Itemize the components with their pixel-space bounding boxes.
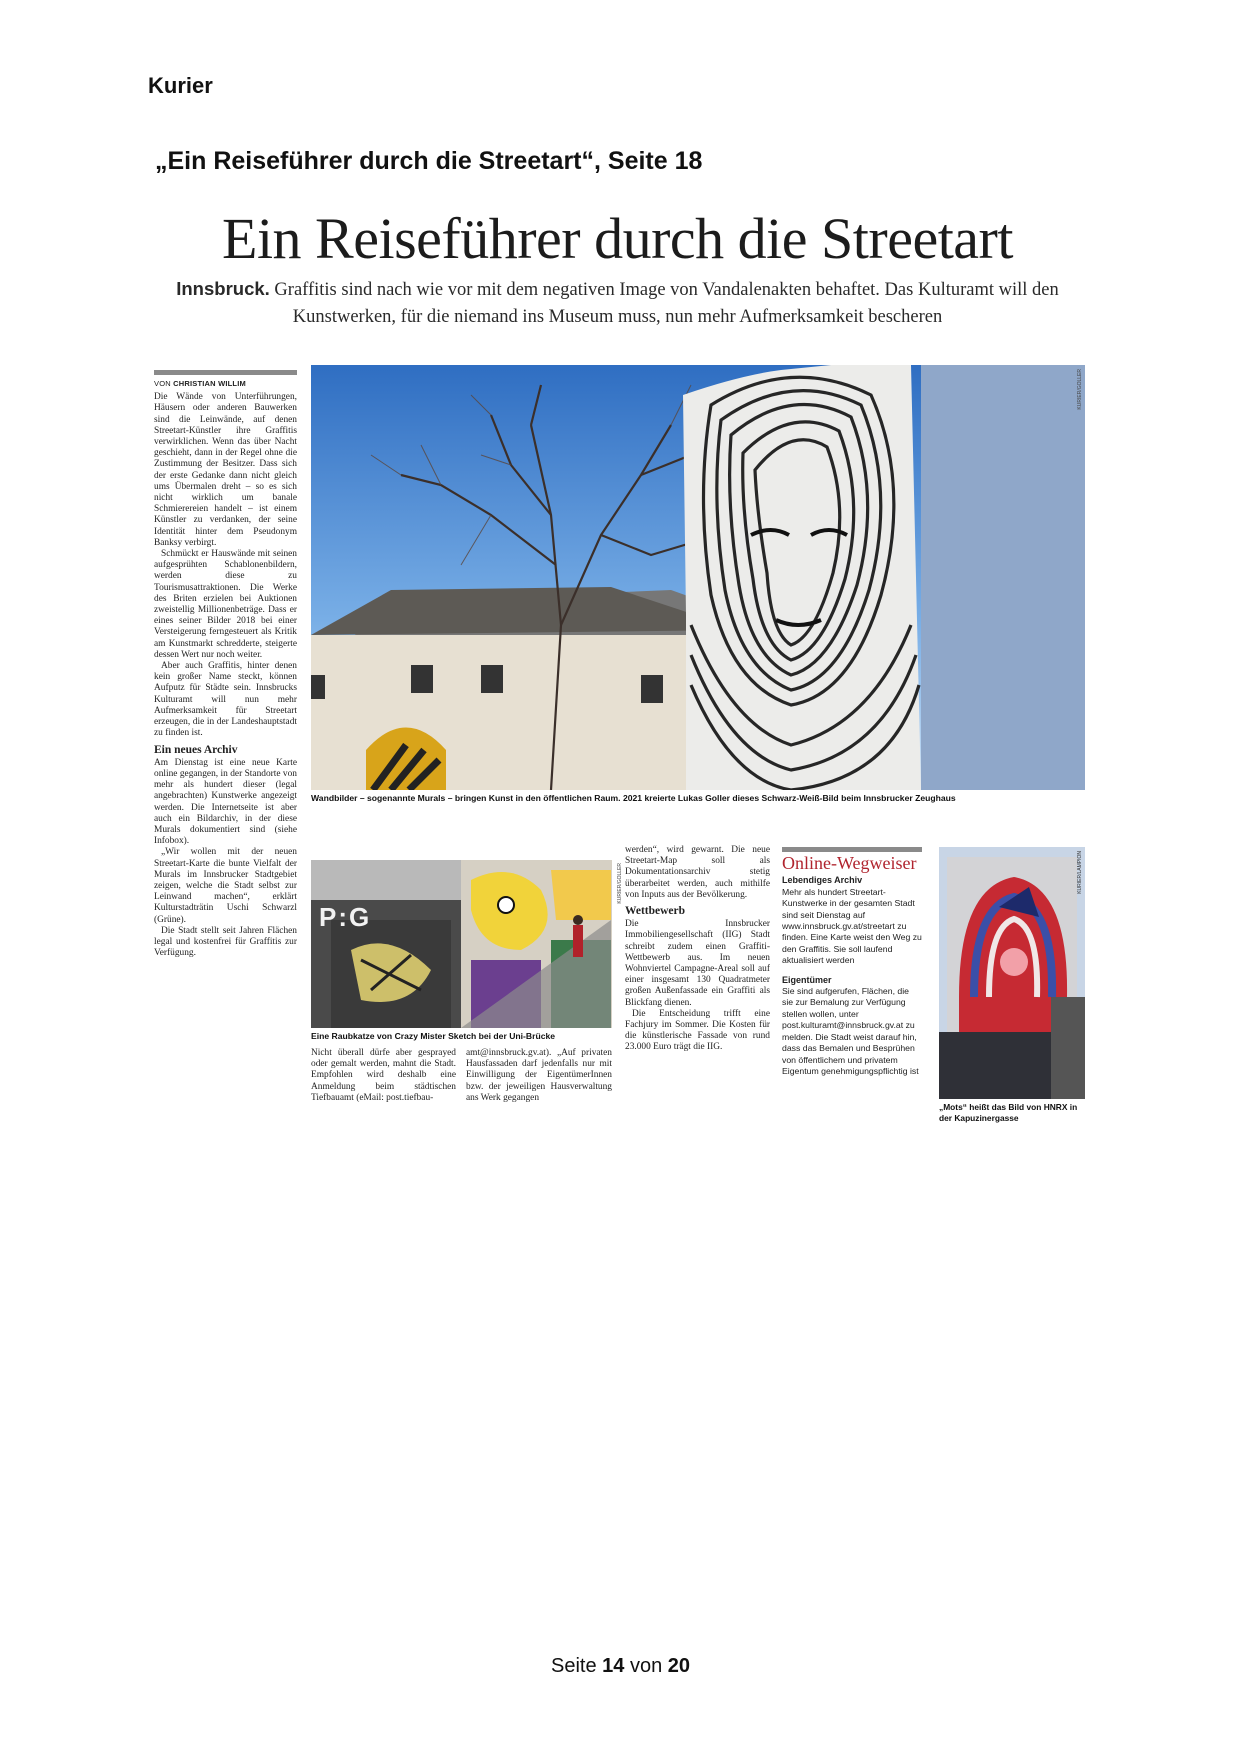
publication-name: Kurier — [148, 73, 213, 98]
mots-photo — [939, 847, 1085, 1099]
paragraph: Die Stadt stellt seit Jahren Flächen legal und kostenfrei für Graffitis zur Verfügung. — [154, 925, 297, 959]
page-footer — [0, 1655, 1241, 1678]
main-photo — [311, 365, 1085, 790]
byline-prefix: VON — [154, 379, 171, 388]
paragraph: amt@innsbruck.gv.at). „Auf privaten Hausfassaden darf jedenfalls nur mit Einwilligung der EigentümerInnen bzw. der jeweiligen Hausverwaltung ans Werk gegangen — [466, 1048, 612, 1103]
article-reference: „Ein Reiseführer durch die Streetart“, Seite 18 — [155, 147, 703, 175]
deck — [160, 275, 1075, 331]
mural-photo-illustration — [311, 365, 1085, 790]
total-pages: 20 — [667, 1655, 690, 1677]
column-1 — [154, 370, 297, 959]
subheading-competition: Wettbewerb — [625, 905, 686, 918]
column-3 — [466, 1048, 612, 1104]
paragraph: „Wir wollen mit der neuen Streetart-Karte die bunte Vielfalt der Murals im Innsbrucker Stadtgebiet zeigen, welche die Stadt selbst zur Leinwand machen“, erklärt Kulturstadträtin Uschi Schwarzl (Grüne). — [154, 847, 297, 925]
headline: Ein Reiseführer durch die Streetart — [222, 206, 1013, 271]
photo-credit: KURIER/GOLLER — [1077, 369, 1083, 410]
subheading-archive: Ein neues Archiv — [154, 743, 238, 756]
tunnel-graffiti-illustration — [311, 860, 612, 1028]
paragraph: Die Entscheidung trifft eine Fachjury im Sommer. Die Kosten für die künstlerische Fassade von rund 23.000 Euro trägt die IIG. — [625, 1008, 770, 1053]
tunnel-photo — [311, 860, 612, 1028]
graffiti-tag-text: P:G — [319, 902, 372, 932]
photo-credit: KURIER/LAMPION — [1077, 851, 1083, 894]
current-page: 14 — [602, 1655, 625, 1677]
tunnel-photo-caption: Eine Raubkatze von Crazy Mister Sketch bei der Uni-Brücke — [311, 1031, 556, 1041]
footer-prefix: Seite — [550, 1655, 603, 1677]
infobox-rule — [782, 847, 922, 852]
paragraph: Am Dienstag ist eine neue Karte online gegangen, in der Standorte von mehr als hundert dieser (legal angebrachten) Kunstwerke angezeigt werden. Die Internetseite ist aber auch ein Bildarchiv, in der diese Murals dokumentiert sind (siehe Infobox). — [154, 757, 297, 847]
paragraph: Schmückt er Hauswände mit seinen aufgesprühten Schablonenbildern, werden diese zu Tourismusattraktionen. Die Werke des Briten erzielen bei Auktionen zweistellig Millionenbeträge. Dass er eines seiner Bilder 2018 bei einer Versteigerung ferngesteuert als Kritik am Kunstmarkt schredderte, steigerte dessen Wert nur noch weiter. — [154, 549, 297, 660]
infobox-heading: Eigentümer — [782, 974, 832, 985]
mots-photo-caption: „Mots“ heißt das Bild von HNRX in der Kapuzinergasse — [939, 1102, 1078, 1123]
infobox — [782, 847, 922, 1085]
paragraph: Aber auch Graffitis, hinter denen kein großer Name steckt, können Aufputz für Städte sein. Innsbrucks Kulturamt will nun mehr Aufmerksamkeit für Streetart erzeugen, die in der Landeshauptstadt zu finden ist. — [154, 661, 297, 739]
column-2 — [311, 1048, 456, 1104]
deck-location: Innsbruck. — [176, 278, 270, 299]
photo-credit: KURIER/GOLLER — [617, 863, 623, 904]
paragraph: Die Innsbrucker Immobiliengesellschaft (IIG) Stadt schreibt zudem einen Graffiti-Wettbewerb aus. Im neuen Wohnviertel Campagne-Areal soll auf einer insgesamt 130 Quadratmeter großen Außenfassade ein Graffiti als Blickfang dienen. — [625, 919, 770, 1008]
byline-author: CHRISTIAN WILLIM — [173, 379, 246, 388]
infobox-text: Mehr als hundert Streetart-Kunstwerke in der gesamten Stadt sind seit Dienstag auf www.innsbruck.gv.at/streetart zu finden. Eine Karte weist den Weg zu den Graffitis. Sie soll laufend aktualisiert werden — [782, 886, 922, 966]
mots-mural-illustration — [939, 847, 1085, 1099]
paragraph: Nicht überall dürfe aber gesprayed oder gemalt werden, mahnt die Stadt. Empfohlen wird deshalb eine Anmeldung beim städtischen Tiefbauamt (eMail: post.tiefbau- — [311, 1048, 456, 1103]
infobox-heading: Lebendiges Archiv — [782, 875, 863, 886]
infobox-title: Online-Wegweiser — [782, 853, 917, 873]
footer-middle: von — [624, 1655, 668, 1677]
deck-text: Graffitis sind nach wie vor mit dem negativen Image von Vandalenakten behaftet. Das Kulturamt will den Kunstwerken, für die niemand ins Museum muss, nun mehr Aufmerksamkeit bescheren — [274, 280, 1059, 327]
infobox-text: Sie sind aufgerufen, Flächen, die sie zur Bemalung zur Verfügung stellen wollen, unter post.kulturamt@innsbruck.gv.at zu melden. Die Stadt weist darauf hin, dass das Bemalen und Besprühen von öffentlichem und privatem Eigentum genehmigungspflichtig ist — [782, 986, 919, 1076]
newspaper-clipping — [150, 195, 1085, 1135]
byline — [154, 370, 297, 389]
paragraph: Die Wände von Unterführungen, Häusern oder anderen Bauwerken sind die Leinwände, auf denen Streetart-Künstler ihre Graffitis verwirklichen. Wenn das über Nacht geschieht, dann in der Regel ohne die Zustimmung der Besitzer. Dass sich der erste Gedanke dann nicht gleich ums Übermalen dreht – so es sich nicht wirklich um banale Schmierereien handelt – ist einem Künstler zu verdanken, der seine Identität hinter dem Pseudonym Banksy verbirgt. — [154, 392, 297, 548]
paragraph: werden“, wird gewarnt. Die neue Streetart-Map soll als Dokumentationsarchiv stetig überarbeitet werden, auch mithilfe von Inputs aus der Bevölkerung. — [625, 845, 770, 900]
main-photo-caption: Wandbilder – sogenannte Murals – bringen Kunst in den öffentlichen Raum. 2021 kreierte Lukas Goller dieses Schwarz-Weiß-Bild beim Innsbrucker Zeughaus — [311, 793, 956, 803]
column-4 — [625, 845, 770, 1054]
